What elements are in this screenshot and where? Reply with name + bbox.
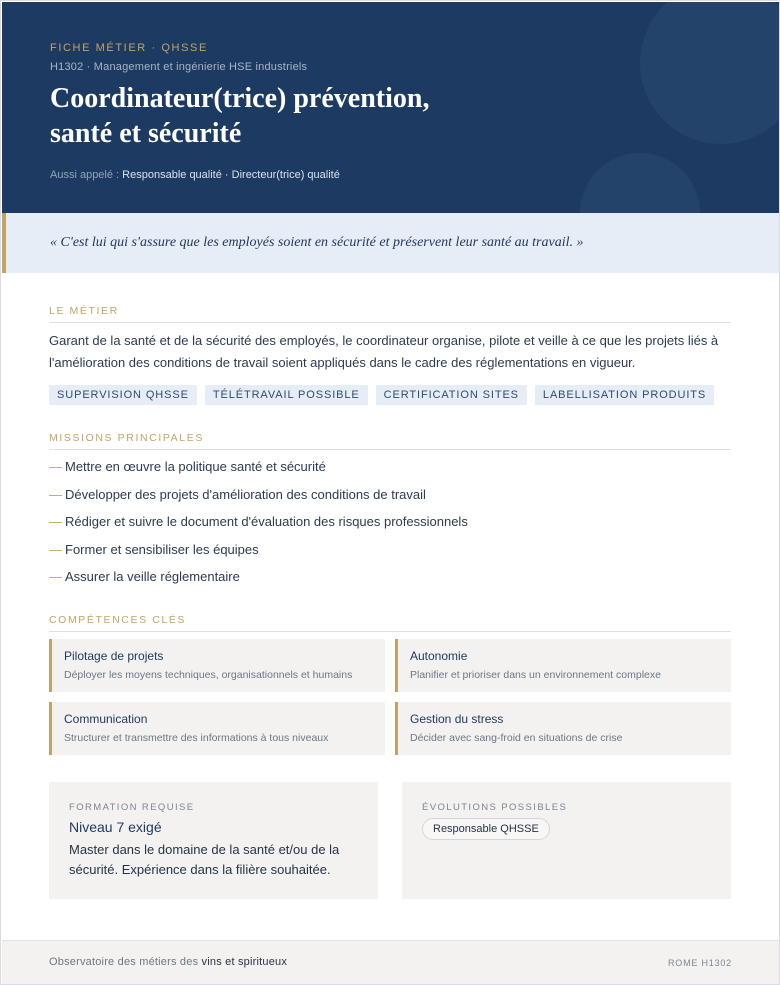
required-level: Niveau 7 exigé: [69, 819, 162, 835]
mission-text: Assurer la veille réglementaire: [65, 569, 240, 584]
section-divider: [49, 631, 731, 632]
mission-text: Mettre en œuvre la politique santé et sécurité: [65, 459, 326, 474]
skill-title: Autonomie: [410, 649, 468, 663]
footer-credit-prefix: Observatoire des métiers des: [49, 956, 202, 968]
missions-list: [49, 456, 468, 594]
decorative-circle: [640, 2, 779, 144]
footer-rome-code: ROME H1302: [667, 958, 732, 968]
job-description: Garant de la santé et de la sécurité des employés, le coordinateur organise, pilote et veille à ce que les projets liés à l'amélioration des conditions de travail soient appliqués dans le cadre des réglementations en vigueur.: [49, 333, 719, 370]
skill-description: Décider avec sang-froid en situations de crise: [410, 732, 623, 744]
mission-text: Rédiger et suivre le document d'évaluation des risques professionnels: [65, 514, 468, 529]
quote-text: « C'est lui qui s'assure que les employés soient en sécurité et préservent leur santé au travail. »: [50, 235, 584, 250]
tag: LABELLISATION PRODUITS: [535, 385, 714, 405]
alternate-title: Directeur(trice) qualité: [231, 169, 340, 181]
sheet-category: FICHE MÉTIER · QHSSE: [50, 42, 208, 54]
page-title: [50, 81, 520, 151]
header-banner: [2, 2, 779, 213]
section-label-competences: COMPÉTENCES CLÉS: [49, 614, 187, 626]
separator: ·: [221, 169, 232, 181]
section-divider: [49, 322, 731, 323]
tag-list: [49, 385, 714, 405]
list-item: [49, 484, 468, 512]
tag: CERTIFICATION SITES: [376, 385, 527, 405]
quote-banner: [2, 213, 779, 273]
skill-description: Déployer les moyens techniques, organisationnels et humains: [64, 669, 353, 681]
alternate-titles-label: Aussi appelé :: [50, 169, 120, 181]
formation-panel: [49, 782, 378, 899]
title-line-2: santé et sécurité: [50, 118, 242, 149]
skill-card: [395, 702, 731, 755]
skill-description: Planifier et prioriser dans un environnement complexe: [410, 669, 661, 681]
skills-grid: [49, 639, 731, 755]
formation-label: FORMATION REQUISE: [69, 802, 195, 813]
section-label-metier: LE MÉTIER: [49, 305, 119, 317]
skill-card: [49, 639, 385, 692]
skill-title: Gestion du stress: [410, 712, 504, 726]
dash-bullet: —: [49, 459, 62, 474]
list-item: [49, 539, 468, 567]
section-label-missions: MISSIONS PRINCIPALES: [49, 432, 204, 444]
decorative-circle: [580, 153, 700, 213]
footer: [2, 940, 779, 984]
dash-bullet: —: [49, 541, 62, 557]
evolution-chip[interactable]: Responsable QHSSE: [422, 818, 550, 840]
list-item: [49, 566, 468, 594]
dash-bullet: —: [49, 569, 62, 584]
list-item: [49, 456, 468, 484]
evolutions-panel: [402, 782, 731, 899]
skill-title: Communication: [64, 712, 148, 726]
evolutions-label: ÉVOLUTIONS POSSIBLES: [422, 802, 568, 813]
alternate-titles: [50, 169, 340, 181]
dash-bullet: —: [49, 514, 62, 529]
dash-bullet: —: [49, 486, 62, 502]
formation-text: Master dans le domaine de la santé et/ou de la sécurité. Expérience dans la filière souhaitée.: [69, 842, 340, 877]
title-line-1: Coordinateur(trice) prévention,: [50, 83, 430, 114]
skill-title: Pilotage de projets: [64, 649, 164, 663]
rome-code-line: H1302 · Management et ingénierie HSE industriels: [50, 61, 308, 73]
mission-text: Former et sensibiliser les équipes: [65, 541, 259, 557]
tag: SUPERVISION QHSSE: [49, 385, 197, 405]
footer-credit: [49, 956, 287, 968]
skill-card: [49, 702, 385, 755]
alternate-title: Responsable qualité: [122, 169, 222, 181]
section-divider: [49, 449, 731, 450]
skill-card: [395, 639, 731, 692]
list-item: [49, 511, 468, 539]
mission-text: Développer des projets d'amélioration des conditions de travail: [65, 486, 426, 502]
footer-credit-sector: vins et spiritueux: [201, 956, 288, 968]
tag: TÉLÉTRAVAIL POSSIBLE: [205, 385, 368, 405]
skill-description: Structurer et transmettre des informations à tous niveaux: [64, 732, 329, 744]
